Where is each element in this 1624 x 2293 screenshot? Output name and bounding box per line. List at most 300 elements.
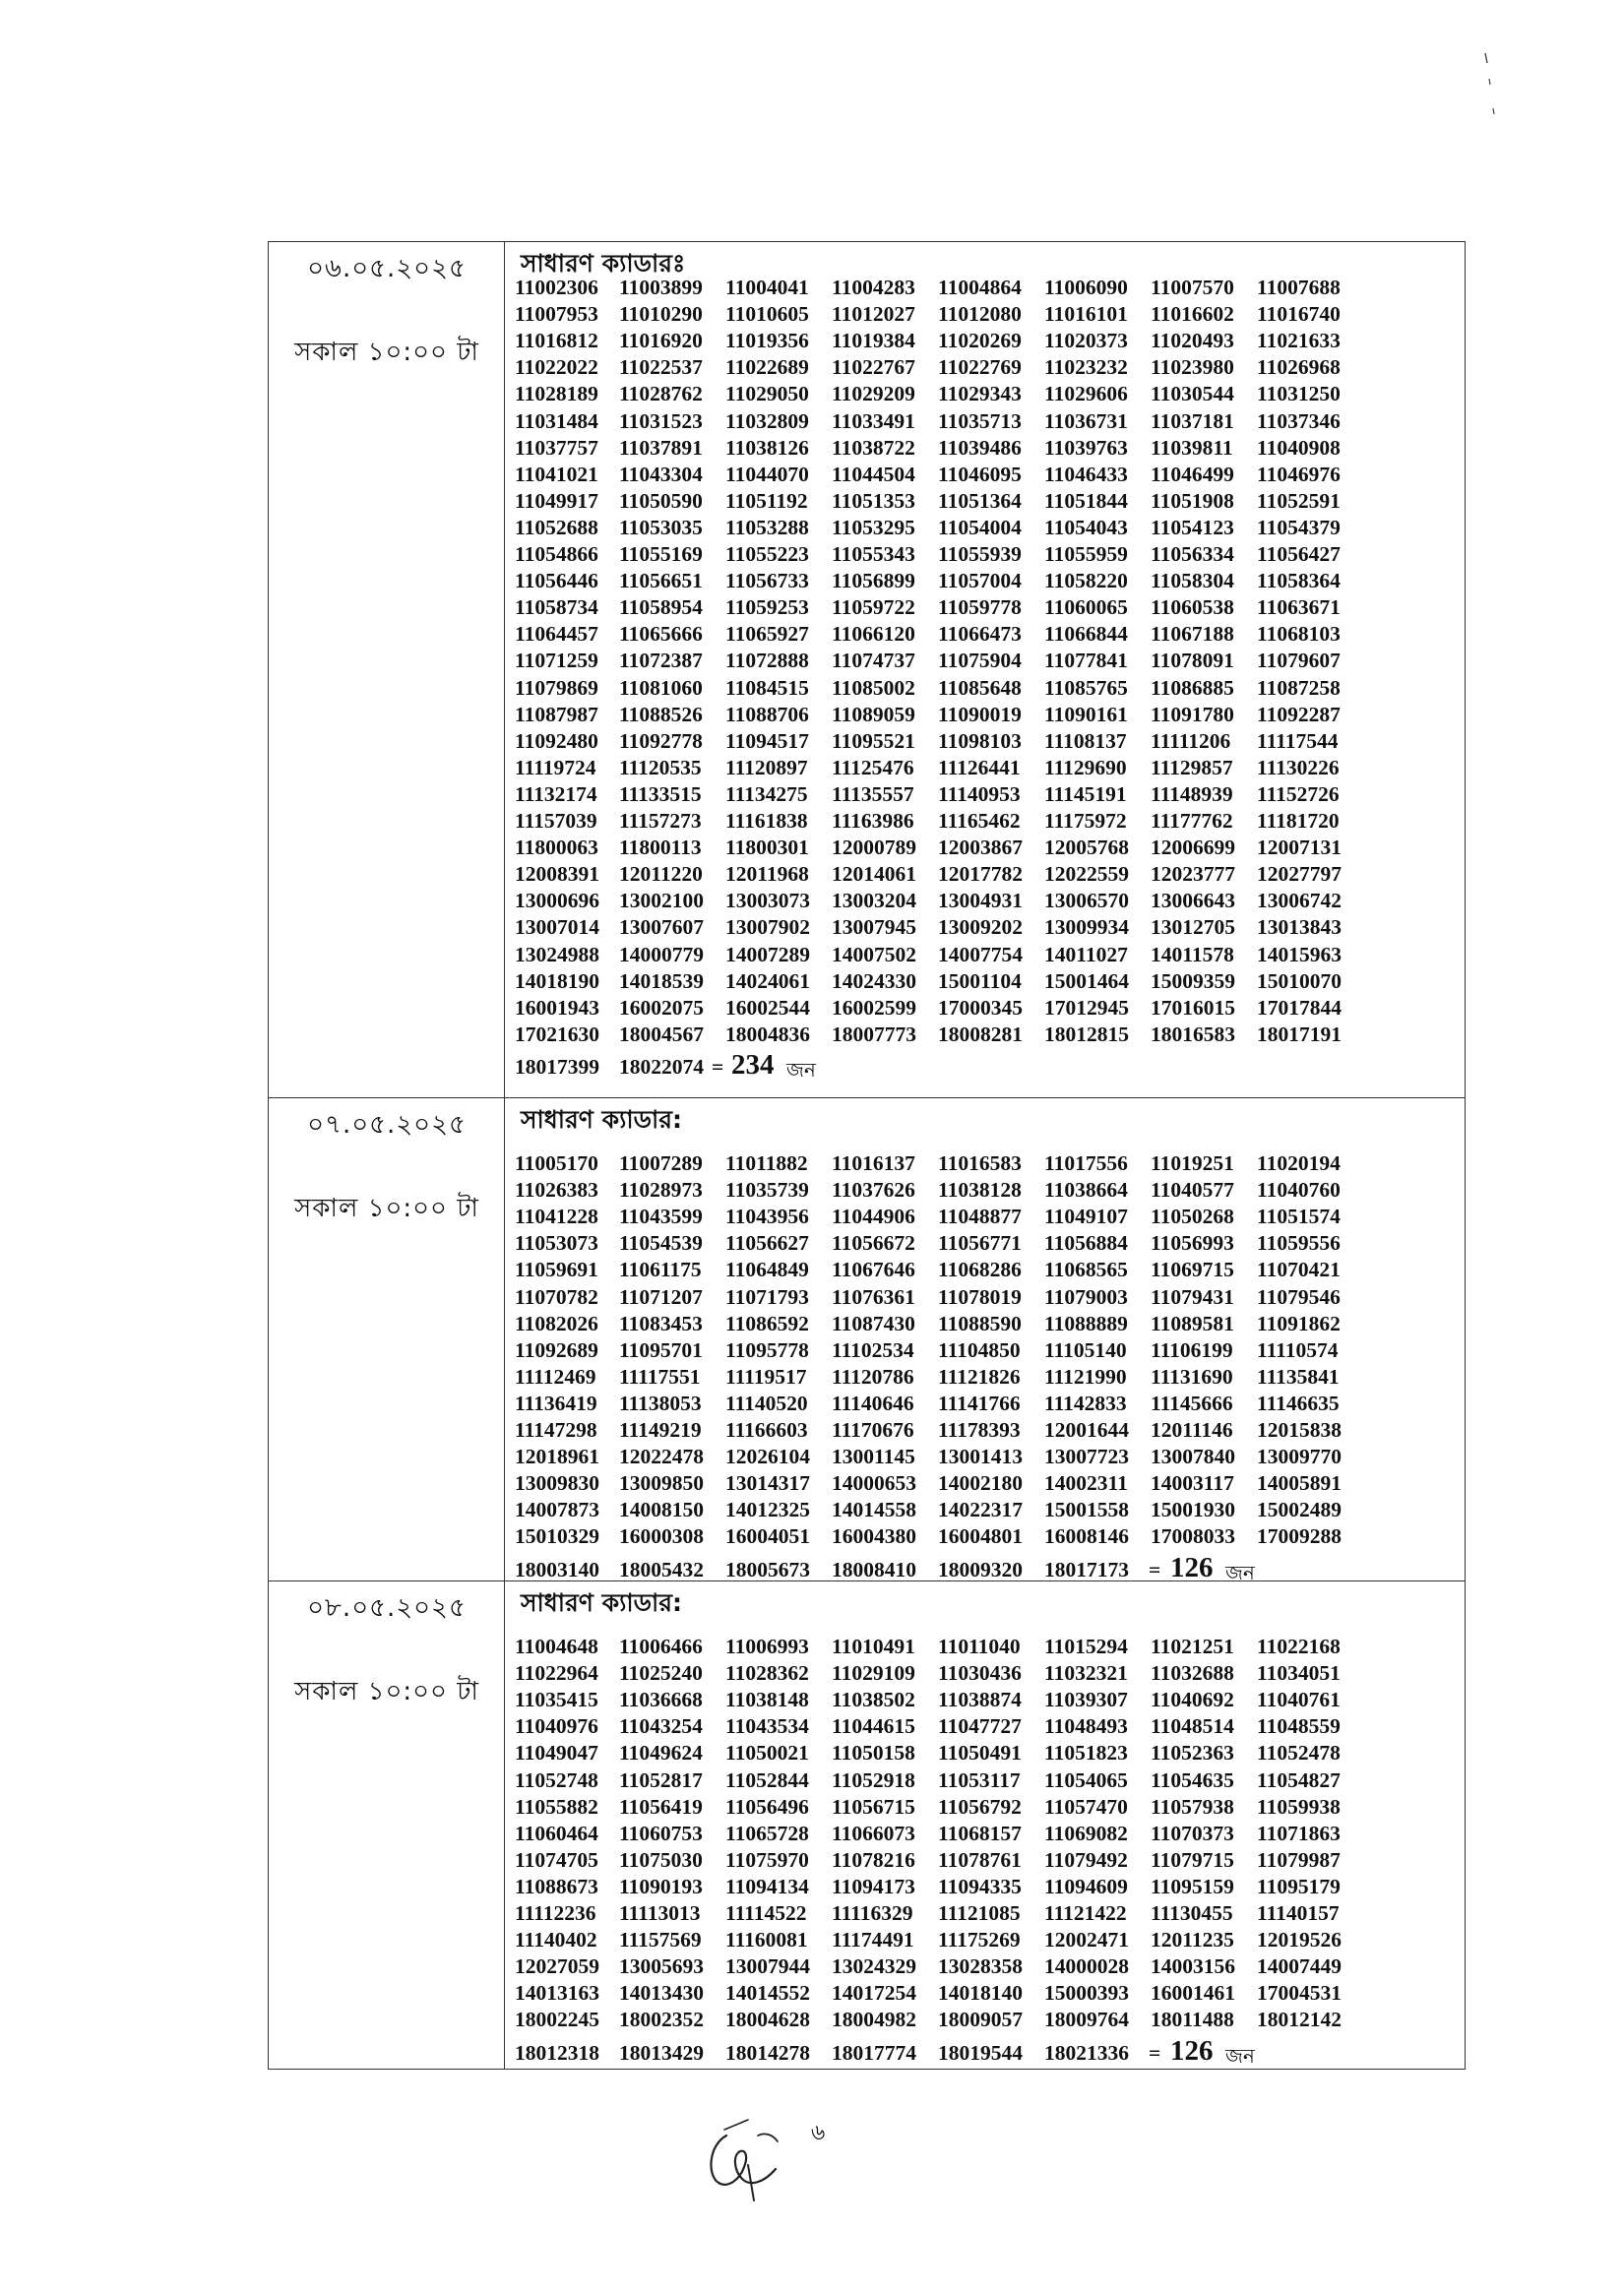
roll-number: 11175972 xyxy=(1044,809,1127,833)
roll-number: 11074705 xyxy=(515,1847,598,1872)
roll-number: 11094609 xyxy=(1044,1874,1128,1898)
roll-number: 11068286 xyxy=(938,1258,1022,1282)
roll-number: 11016920 xyxy=(619,329,703,353)
roll-number: 14003117 xyxy=(1151,1471,1234,1496)
roll-number: 13006742 xyxy=(1257,889,1342,913)
roll-number: 11048877 xyxy=(938,1205,1022,1229)
roll-number: 12022559 xyxy=(1044,862,1129,887)
roll-number: 12022478 xyxy=(619,1445,704,1469)
roll-number: 12018961 xyxy=(515,1445,599,1469)
roll-number: 11113013 xyxy=(619,1901,701,1925)
roll-number: 11004041 xyxy=(725,276,809,299)
roll-number: 11038664 xyxy=(1044,1178,1128,1203)
roll-number: 11037181 xyxy=(1151,408,1234,433)
roll-number: 11048559 xyxy=(1257,1714,1341,1739)
roll-number: 11061175 xyxy=(619,1258,702,1282)
roll-number: 11051844 xyxy=(1044,488,1128,513)
roll-number: 11126441 xyxy=(938,755,1021,779)
roll-number: 16000308 xyxy=(619,1524,704,1549)
roll-number: 11111206 xyxy=(1151,728,1231,753)
roll-number: 11050590 xyxy=(619,488,703,513)
roll-number: 12027797 xyxy=(1257,862,1342,887)
roll-number: 13007944 xyxy=(725,1954,810,1979)
roll-number: 11092778 xyxy=(619,728,703,753)
roll-number: 11091780 xyxy=(1151,702,1234,726)
roll-number: 11030436 xyxy=(938,1661,1022,1686)
roll-number: 11038148 xyxy=(725,1688,809,1712)
roll-number: 11120897 xyxy=(725,755,808,779)
roll-number: 11030544 xyxy=(1151,382,1234,406)
roll-number: 11053117 xyxy=(938,1767,1021,1792)
roll-number: 11050491 xyxy=(938,1741,1022,1766)
roll-number: 17000345 xyxy=(938,995,1023,1020)
roll-number: 11026968 xyxy=(1257,355,1341,380)
roll-number: 11066473 xyxy=(938,622,1022,647)
roll-number: 12007131 xyxy=(1257,836,1342,860)
roll-number: 11141766 xyxy=(938,1391,1021,1415)
roll-number: 11010605 xyxy=(725,302,809,327)
roll-number: 11016101 xyxy=(1044,302,1128,327)
roll-number: 16004051 xyxy=(725,1524,810,1549)
roll-number: 15009359 xyxy=(1151,968,1235,993)
roll-number: 13000696 xyxy=(515,889,599,913)
roll-number: 11066120 xyxy=(832,622,915,647)
roll-number: 13007945 xyxy=(832,915,916,940)
roll-number: 11095179 xyxy=(1257,1874,1341,1898)
exam-time: সকাল ১০:০০ টা xyxy=(294,1194,479,1223)
roll-number: 11121990 xyxy=(1044,1364,1127,1389)
roll-number: 18012815 xyxy=(1044,1022,1129,1046)
roll-number: 11060464 xyxy=(515,1821,598,1845)
roll-number: 16002544 xyxy=(725,995,810,1020)
roll-number: 12006699 xyxy=(1151,836,1235,860)
candidate-total: 126 xyxy=(1170,2034,1214,2067)
schedule-section xyxy=(269,242,1465,1097)
roll-number: 17017844 xyxy=(1257,995,1342,1020)
roll-number: 11079546 xyxy=(1257,1284,1341,1309)
roll-number: 11056899 xyxy=(832,569,915,593)
roll-number: 11038128 xyxy=(938,1178,1022,1203)
roll-number: 11174491 xyxy=(832,1928,914,1952)
roll-number: 12011220 xyxy=(619,862,703,887)
roll-number: 11016740 xyxy=(1257,302,1341,327)
roll-number: 16002599 xyxy=(832,995,916,1020)
roll-number: 17004531 xyxy=(1257,1981,1342,2006)
roll-number: 11012027 xyxy=(832,302,915,327)
roll-number: 11056446 xyxy=(515,569,598,593)
roll-number: 18005673 xyxy=(725,1557,810,1581)
roll-number: 11078091 xyxy=(1151,649,1234,673)
roll-number: 14012325 xyxy=(725,1498,810,1522)
roll-number: 11800113 xyxy=(619,836,702,860)
roll-number: 11130226 xyxy=(1257,755,1340,779)
roll-number: 12019526 xyxy=(1257,1928,1342,1952)
roll-number: 11010491 xyxy=(832,1635,915,1658)
roll-number: 18012318 xyxy=(515,2040,599,2065)
roll-number: 14000028 xyxy=(1044,1954,1129,1979)
roll-number: 11020493 xyxy=(1151,329,1234,353)
roll-number: 11055959 xyxy=(1044,542,1128,566)
roll-number: 11032809 xyxy=(725,408,809,433)
roll-number: 11071207 xyxy=(619,1284,703,1309)
roll-number: 11057938 xyxy=(1151,1794,1234,1819)
roll-number: 11007570 xyxy=(1151,276,1234,299)
roll-number: 18002245 xyxy=(515,2008,599,2032)
roll-number: 11047727 xyxy=(938,1714,1022,1739)
roll-number: 11034051 xyxy=(1257,1661,1341,1686)
roll-number: 11057470 xyxy=(1044,1794,1128,1819)
roll-number: 11079431 xyxy=(1151,1284,1234,1309)
roll-number: 11025240 xyxy=(619,1661,703,1686)
roll-number: 13013843 xyxy=(1257,915,1342,940)
roll-number: 18008410 xyxy=(832,1557,916,1581)
roll-number: 17008033 xyxy=(1151,1524,1235,1549)
roll-number: 11022689 xyxy=(725,355,809,380)
roll-number: 17016015 xyxy=(1151,995,1235,1020)
roll-number: 18019544 xyxy=(938,2040,1023,2065)
equals-sign: = xyxy=(1149,2040,1161,2065)
roll-number: 18009764 xyxy=(1044,2008,1129,2032)
roll-number: 11028362 xyxy=(725,1661,809,1686)
roll-number: 11082026 xyxy=(515,1311,598,1335)
total-unit: জন xyxy=(786,1057,816,1082)
roll-number: 11052918 xyxy=(832,1767,915,1792)
roll-number: 11136419 xyxy=(515,1391,597,1415)
roll-number: 16008146 xyxy=(1044,1524,1129,1549)
roll-number: 11075030 xyxy=(619,1847,703,1872)
candidate-total: 126 xyxy=(1170,1551,1214,1583)
roll-number: 17021630 xyxy=(515,1022,599,1046)
roll-number: 11094335 xyxy=(938,1874,1022,1898)
roll-number: 13028358 xyxy=(938,1954,1023,1979)
roll-number: 11054635 xyxy=(1151,1767,1234,1792)
roll-number: 11063671 xyxy=(1257,595,1341,620)
total-unit: জন xyxy=(1225,1560,1255,1584)
roll-number: 17012945 xyxy=(1044,995,1129,1020)
roll-number: 11052363 xyxy=(1151,1741,1234,1766)
roll-number: 11166603 xyxy=(725,1418,808,1442)
roll-number: 12014061 xyxy=(832,862,916,887)
roll-number: 14024061 xyxy=(725,968,810,993)
roll-number: 11022022 xyxy=(515,355,598,380)
roll-number: 18013429 xyxy=(619,2040,704,2065)
roll-number: 11022168 xyxy=(1257,1635,1341,1658)
roll-number: 17009288 xyxy=(1257,1524,1342,1549)
roll-number: 18004982 xyxy=(832,2008,916,2032)
roll-number: 14018539 xyxy=(619,968,704,993)
schedule-section xyxy=(269,1097,1465,1584)
roll-number: 11104850 xyxy=(938,1337,1021,1362)
roll-number: 11028973 xyxy=(619,1178,703,1203)
roll-number: 11020269 xyxy=(938,329,1022,353)
roll-number: 12015838 xyxy=(1257,1418,1342,1442)
roll-number: 11036668 xyxy=(619,1688,703,1712)
roll-number: 11078216 xyxy=(832,1847,915,1872)
signature-mark xyxy=(689,2106,807,2214)
roll-number: 11056427 xyxy=(1257,542,1341,566)
date-cell xyxy=(269,242,505,1097)
roll-number: 11140402 xyxy=(515,1928,597,1952)
roll-number: 11049624 xyxy=(619,1741,703,1766)
roll-number: 11036731 xyxy=(1044,408,1128,433)
roll-number: 14014558 xyxy=(832,1498,916,1522)
roll-number: 11056715 xyxy=(832,1794,915,1819)
roll-number: 11088526 xyxy=(619,702,703,726)
roll-number: 11800301 xyxy=(725,836,809,860)
roll-number: 13009850 xyxy=(619,1471,704,1496)
roll-number: 11038722 xyxy=(832,435,915,460)
roll-number: 11087430 xyxy=(832,1311,915,1335)
roll-number: 11161838 xyxy=(725,809,808,833)
roll-number: 14014552 xyxy=(725,1981,810,2006)
roll-number: 11058954 xyxy=(619,595,703,620)
roll-number: 11051364 xyxy=(938,488,1022,513)
roll-number: 12011235 xyxy=(1151,1928,1234,1952)
roll-number: 11090019 xyxy=(938,702,1022,726)
schedule-table xyxy=(268,241,1466,2070)
roll-number: 11058364 xyxy=(1257,569,1341,593)
roll-number: 11039763 xyxy=(1044,435,1128,460)
roll-number: 11016602 xyxy=(1151,302,1234,327)
roll-number: 11054123 xyxy=(1151,515,1234,539)
roll-number: 14007289 xyxy=(725,942,810,966)
roll-number: 11070373 xyxy=(1151,1821,1234,1845)
roll-number: 11071793 xyxy=(725,1284,809,1309)
roll-list-cell xyxy=(505,1098,1465,1584)
roll-number: 11076361 xyxy=(832,1284,915,1309)
roll-number: 14013163 xyxy=(515,1981,599,2006)
roll-number: 11064457 xyxy=(515,622,598,647)
roll-number: 13006643 xyxy=(1151,889,1235,913)
roll-number: 11175269 xyxy=(938,1928,1021,1952)
roll-number: 11125476 xyxy=(832,755,914,779)
roll-number: 11146635 xyxy=(1257,1391,1340,1415)
roll-number: 11022964 xyxy=(515,1661,598,1686)
roll-number: 11069715 xyxy=(1151,1258,1234,1282)
roll-number: 16004380 xyxy=(832,1524,916,1549)
roll-number: 11140953 xyxy=(938,781,1021,806)
scan-speck xyxy=(1481,49,1501,128)
roll-number: 11053295 xyxy=(832,515,915,539)
roll-number: 11053073 xyxy=(515,1231,598,1256)
roll-number: 11019384 xyxy=(832,329,915,353)
roll-number: 11055939 xyxy=(938,542,1022,566)
roll-number: 14011027 xyxy=(1044,942,1128,966)
roll-number: 11116329 xyxy=(832,1901,913,1925)
roll-number: 11092689 xyxy=(515,1337,598,1362)
roll-number: 11003899 xyxy=(619,276,703,299)
roll-number: 11051908 xyxy=(1151,488,1234,513)
roll-number: 11075904 xyxy=(938,649,1022,673)
roll-number: 13009202 xyxy=(938,915,1023,940)
roll-number: 18009320 xyxy=(938,1557,1023,1581)
roll-number: 11078019 xyxy=(938,1284,1022,1309)
roll-number: 13007840 xyxy=(1151,1445,1235,1469)
roll-number: 11049107 xyxy=(1044,1205,1128,1229)
roll-number: 18022074 xyxy=(619,1054,704,1079)
roll-number: 11059253 xyxy=(725,595,809,620)
roll-number: 11088590 xyxy=(938,1311,1022,1335)
roll-number: 11041021 xyxy=(515,462,598,486)
roll-number: 18007773 xyxy=(832,1022,916,1046)
roll-number: 11038502 xyxy=(832,1688,915,1712)
roll-number: 11006090 xyxy=(1044,276,1128,299)
roll-number: 13009934 xyxy=(1044,915,1129,940)
roll-number: 11140157 xyxy=(1257,1901,1340,1925)
roll-number: 13001145 xyxy=(832,1445,915,1469)
roll-number: 11056496 xyxy=(725,1794,809,1819)
roll-number: 11086885 xyxy=(1151,675,1234,700)
total-unit: জন xyxy=(1225,2043,1255,2068)
roll-number: 15010329 xyxy=(515,1524,599,1549)
roll-number: 11052817 xyxy=(619,1767,703,1792)
roll-number: 11079492 xyxy=(1044,1847,1128,1872)
roll-number: 11129690 xyxy=(1044,755,1127,779)
roll-number: 11066844 xyxy=(1044,622,1128,647)
roll-number: 11050021 xyxy=(725,1741,809,1766)
candidate-total: 234 xyxy=(731,1048,775,1081)
roll-number: 11006466 xyxy=(619,1635,703,1658)
roll-number: 18021336 xyxy=(1044,2040,1129,2065)
roll-number: 11095159 xyxy=(1151,1874,1234,1898)
roll-number: 11004864 xyxy=(938,276,1022,299)
roll-number: 11112236 xyxy=(515,1901,596,1925)
roll-number: 14000779 xyxy=(619,942,704,966)
roll-number: 14007754 xyxy=(938,942,1023,966)
roll-number: 11031250 xyxy=(1257,382,1341,406)
roll-number: 11023232 xyxy=(1044,355,1128,380)
roll-number: 11029606 xyxy=(1044,382,1128,406)
roll-number: 11094173 xyxy=(832,1874,915,1898)
roll-number: 11120786 xyxy=(832,1364,914,1389)
roll-number: 13014317 xyxy=(725,1471,810,1496)
roll-number: 11055882 xyxy=(515,1794,598,1819)
roll-number: 12001644 xyxy=(1044,1418,1129,1442)
roll-number: 11046499 xyxy=(1151,462,1234,486)
roll-number: 11056792 xyxy=(938,1794,1022,1819)
roll-number: 11157039 xyxy=(515,809,597,833)
roll-number: 11181720 xyxy=(1257,809,1340,833)
roll-number: 11086592 xyxy=(725,1311,809,1335)
roll-number: 11037757 xyxy=(515,435,598,460)
roll-number: 13003204 xyxy=(832,889,916,913)
roll-number: 15001930 xyxy=(1151,1498,1235,1522)
date-cell xyxy=(269,1098,505,1580)
roll-number: 11089581 xyxy=(1151,1311,1234,1335)
roll-number: 12026104 xyxy=(725,1445,810,1469)
roll-number: 11077841 xyxy=(1044,649,1128,673)
roll-number: 11029209 xyxy=(832,382,915,406)
roll-number: 11052688 xyxy=(515,515,598,539)
roll-number: 16001461 xyxy=(1151,1981,1235,2006)
roll-number: 14002311 xyxy=(1044,1471,1128,1496)
roll-number: 11037891 xyxy=(619,435,703,460)
roll-number: 11152726 xyxy=(1257,781,1340,806)
roll-number: 11138053 xyxy=(619,1391,702,1415)
roll-number: 11021251 xyxy=(1151,1635,1234,1658)
roll-number: 18009057 xyxy=(938,2008,1023,2032)
roll-number: 11083453 xyxy=(619,1311,703,1335)
roll-number: 12005768 xyxy=(1044,836,1129,860)
roll-number: 11070421 xyxy=(1257,1258,1341,1282)
roll-number: 11049917 xyxy=(515,488,598,513)
roll-number: 11091862 xyxy=(1257,1311,1341,1335)
roll-number: 11157273 xyxy=(619,809,702,833)
roll-number: 15000393 xyxy=(1044,1981,1129,2006)
roll-number: 11051192 xyxy=(725,488,808,513)
roll-number: 11069082 xyxy=(1044,1821,1128,1845)
roll-number: 14002180 xyxy=(938,1471,1023,1496)
roll-number: 11056627 xyxy=(725,1231,809,1256)
roll-number: 11065728 xyxy=(725,1821,809,1845)
roll-number: 11119724 xyxy=(515,755,596,779)
roll-number: 15010070 xyxy=(1257,968,1342,993)
roll-number: 11016812 xyxy=(515,329,598,353)
roll-number: 11178393 xyxy=(938,1418,1021,1442)
roll-number: 11121085 xyxy=(938,1901,1021,1925)
roll-number: 11052478 xyxy=(1257,1741,1341,1766)
roll-number: 11040908 xyxy=(1257,435,1341,460)
roll-number: 11022769 xyxy=(938,355,1022,380)
roll-number: 11055169 xyxy=(619,542,703,566)
roll-number: 11023980 xyxy=(1151,355,1234,380)
roll-number: 11052844 xyxy=(725,1767,809,1792)
roll-number: 11044070 xyxy=(725,462,809,486)
roll-number: 11015294 xyxy=(1044,1635,1128,1658)
roll-number: 11028189 xyxy=(515,382,598,406)
roll-number: 11140520 xyxy=(725,1391,808,1415)
roll-number: 18017173 xyxy=(1044,1557,1129,1581)
roll-number: 11051353 xyxy=(832,488,915,513)
roll-number: 13001413 xyxy=(938,1445,1023,1469)
roll-number: 11112469 xyxy=(515,1364,596,1389)
roll-number: 11043534 xyxy=(725,1714,809,1739)
roll-number: 11040761 xyxy=(1257,1688,1341,1712)
roll-number: 13007723 xyxy=(1044,1445,1129,1469)
roll-number: 13024988 xyxy=(515,942,599,966)
cadre-heading: সাধারণ ক্যাডারঃ xyxy=(521,249,686,278)
roll-number: 11170676 xyxy=(832,1418,914,1442)
roll-number: 18005432 xyxy=(619,1557,704,1581)
roll-number: 11039307 xyxy=(1044,1688,1128,1712)
roll-number: 13012705 xyxy=(1151,915,1235,940)
roll-number: 11054379 xyxy=(1257,515,1341,539)
roll-number: 11071259 xyxy=(515,649,598,673)
roll-number: 13003073 xyxy=(725,889,810,913)
roll-number: 11051574 xyxy=(1257,1205,1341,1229)
roll-number: 11026383 xyxy=(515,1178,598,1203)
roll-number: 11055223 xyxy=(725,542,809,566)
roll-number: 14005891 xyxy=(1257,1471,1342,1496)
roll-number: 11035415 xyxy=(515,1688,598,1712)
roll-number: 13007607 xyxy=(619,915,704,940)
roll-number: 11043599 xyxy=(619,1205,703,1229)
roll-number: 11105140 xyxy=(1044,1337,1127,1362)
roll-number: 11121826 xyxy=(938,1364,1021,1389)
roll-number: 11016583 xyxy=(938,1151,1022,1175)
roll-number: 11095701 xyxy=(619,1337,703,1362)
roll-number: 11140646 xyxy=(832,1391,914,1415)
roll-number: 16002075 xyxy=(619,995,704,1020)
roll-number: 18017774 xyxy=(832,2040,916,2065)
roll-number: 11085765 xyxy=(1044,675,1128,700)
roll-number: 11052591 xyxy=(1257,488,1341,513)
exam-time: সকাল ১০:০০ টা xyxy=(294,338,479,367)
roll-number: 11054043 xyxy=(1044,515,1128,539)
roll-number: 11058734 xyxy=(515,595,598,620)
roll-number: 18003140 xyxy=(515,1557,599,1581)
roll-number: 11054539 xyxy=(619,1231,703,1256)
